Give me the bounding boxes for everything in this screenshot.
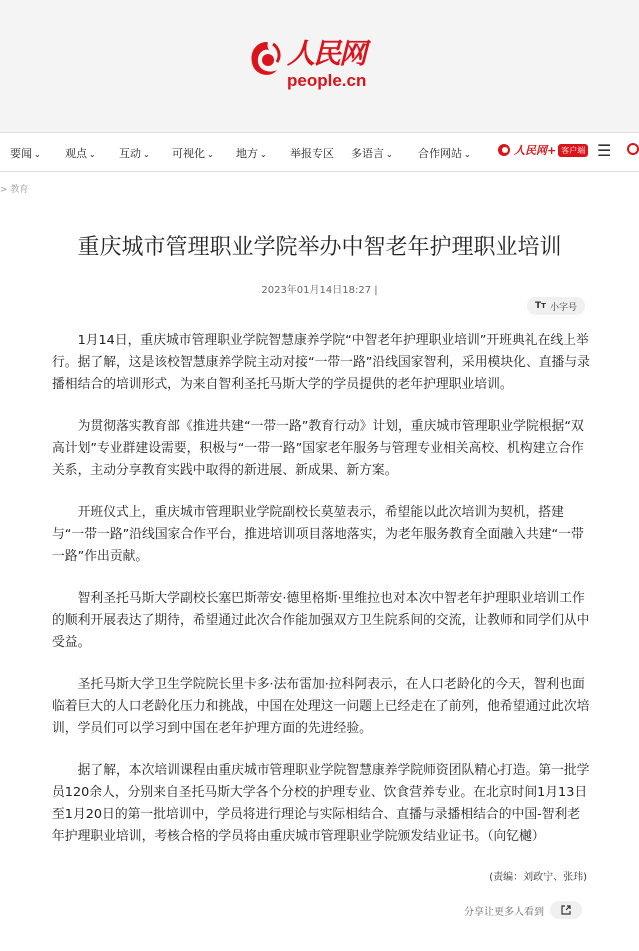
- nav-item-news[interactable]: 要闻 ⌄: [10, 147, 41, 160]
- app-download-link[interactable]: [497, 142, 588, 158]
- share-button[interactable]: [550, 901, 582, 919]
- app-logo-icon: [497, 143, 511, 157]
- nav-item-partners[interactable]: 合作网站 ⌄: [418, 147, 471, 160]
- nav-item-languages[interactable]: 多语言 ⌄: [351, 147, 393, 160]
- logo-english-text: people.cn: [287, 71, 367, 90]
- share-icon: [560, 904, 572, 916]
- paragraph: 为贯彻落实教育部《推进共建“一带一路”教育行动》计划，重庆城市管理职业学院根据“双高计划”专业群建设需要，积极与“一带一路”国家老年服务与管理专业相关高校、机构建立合作关系，主动分享教育实践中取得的新进展、新成果、新方案。: [52, 419, 584, 478]
- search-icon[interactable]: [627, 143, 639, 155]
- share-section: [464, 901, 582, 919]
- logo-chinese-text: 人民网: [287, 37, 366, 70]
- nav-item-local[interactable]: 地方 ⌄: [236, 147, 267, 160]
- main-nav: [0, 132, 639, 172]
- paragraph: 开班仪式上，重庆城市管理职业学院副校长莫堃表示，希望能以此次培训为契机，搭建与“一带一路”沿线国家合作平台，推进培训项目落地落实，为老年服务教育全面融入共建“一带一路”作出贡献。: [52, 505, 584, 564]
- chevron-down-icon: ⌄: [34, 150, 41, 159]
- paragraph: 智利圣托马斯大学副校长塞巴斯蒂安·德里格斯·里维拉也对本次中智老年护理职业培训工作的顺利开展表达了期待，希望通过此次合作能加强双方卫生院系间的交流，让教师和同学们从中受益。: [52, 591, 590, 650]
- logo-mark-icon: [247, 38, 283, 82]
- chevron-down-icon: ⌄: [89, 150, 96, 159]
- editor-credit: (责编：刘政宁、张玮): [489, 872, 587, 883]
- chevron-down-icon: ⌄: [260, 150, 267, 159]
- chevron-down-icon: ⌄: [386, 150, 393, 159]
- people-logo[interactable]: [247, 38, 366, 90]
- paragraph: 圣托马斯大学卫生学院院长里卡多·法布雷加·拉科阿表示，在人口老龄化的今天，智利也面临着巨大的人口老龄化压力和挑战，中国在处理这一问题上已经走在了前列，他希望通过此次培训，学员们可以学习到中国在老年护理方面的先进经验。: [52, 677, 590, 736]
- nav-item-opinion[interactable]: 观点 ⌄: [65, 147, 96, 160]
- font-size-label: 小字号: [549, 302, 577, 313]
- nav-item-visual[interactable]: 可视化 ⌄: [172, 147, 214, 160]
- font-size-icon: TT: [535, 301, 546, 311]
- site-header: [0, 0, 639, 132]
- article-title: 重庆城市管理职业学院举办中智老年护理职业培训: [77, 235, 562, 260]
- chevron-down-icon: ⌄: [464, 150, 471, 159]
- paragraph: 1月14日，重庆城市管理职业学院智慧康养学院“中智老年护理职业培训”开班典礼在线上举行。据了解，这是该校智慧康养学院主动对接“一带一路”沿线国家智利，采用模块化、直播与录播相结合的培训形式，为来自智利圣托马斯大学的学员提供的老年护理职业培训。: [52, 333, 590, 392]
- nav-item-interaction[interactable]: 互动 ⌄: [119, 147, 150, 160]
- paragraph: 据了解，本次培训课程由重庆城市管理职业学院智慧康养学院师资团队精心打造。第一批学员120余人，分别来自圣托马斯大学各个分校的护理专业、饮食营养专业。在北京时间1月13日至1月20日的第一批培训中，学员将进行理论与实际相结合、直播与录播相结合的中国-智利老年护理职业培训，考核合格的学员将由重庆城市管理职业学院颁发结业证书。（向钇樾）: [52, 763, 590, 844]
- breadcrumb[interactable]: > 教育: [0, 185, 29, 195]
- chevron-down-icon: ⌄: [207, 150, 214, 159]
- menu-icon[interactable]: ☰: [597, 141, 612, 160]
- app-badge: 客户端: [558, 144, 588, 157]
- font-size-toggle[interactable]: [527, 297, 585, 315]
- nav-item-report[interactable]: 举报专区: [290, 147, 334, 160]
- chevron-down-icon: ⌄: [143, 150, 150, 159]
- app-name: 人民网+: [514, 144, 557, 157]
- article-body: [52, 330, 592, 868]
- share-text: 分享让更多人看到: [464, 906, 544, 918]
- article-date: 2023年01月14日18:27 |: [261, 285, 378, 296]
